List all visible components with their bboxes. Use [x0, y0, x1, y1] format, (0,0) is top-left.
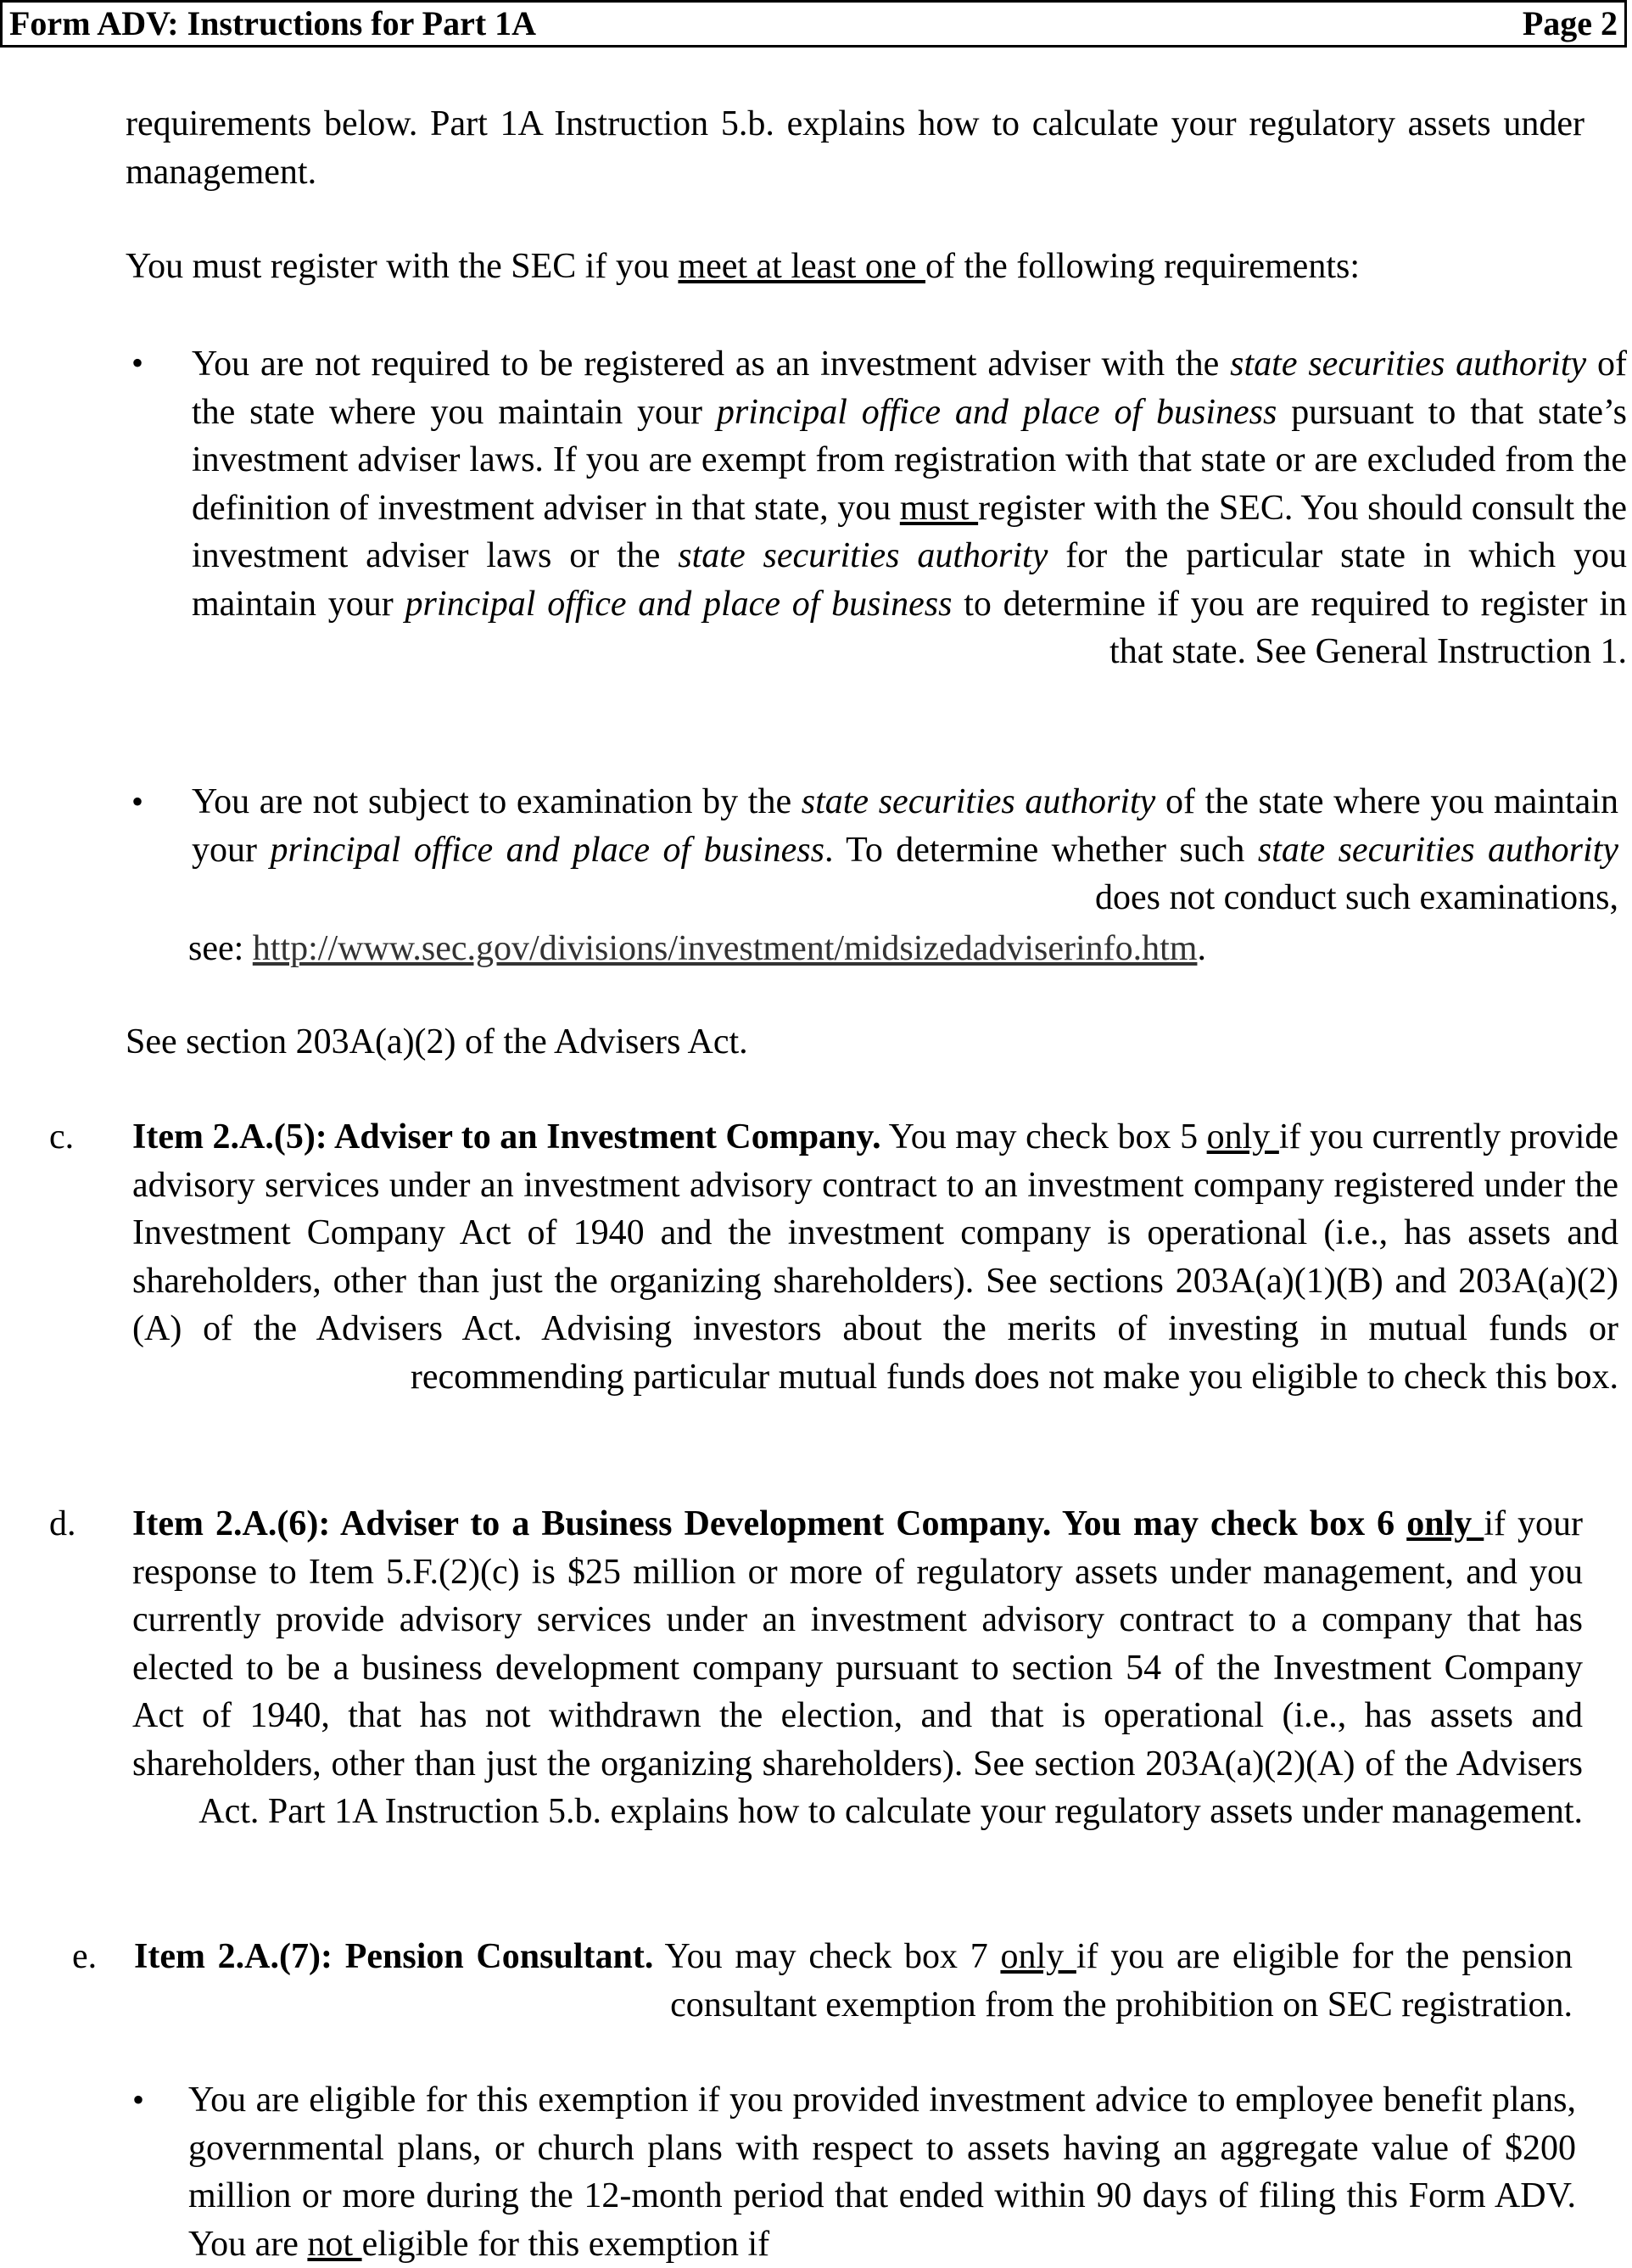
bullet-1-text: [192, 340, 1627, 676]
item-e-part: if you are eligible for the pension consultant exemption from the prohibition on SEC registration.: [670, 1937, 1573, 2024]
bullet-2-part: . To determine whether such: [824, 830, 1258, 870]
bullet-1-part: of the state where you maintain your: [192, 344, 1627, 432]
item-e-underline: only: [1000, 1937, 1076, 1976]
page-number: Page 2: [1522, 4, 1618, 42]
item-e-heading: Item 2.A.(7): Pension Consultant.: [134, 1937, 654, 1976]
item-c-text: [132, 1113, 1618, 1401]
item-d-marker: d.: [49, 1504, 76, 1543]
register-text-end: of the following requirements:: [925, 247, 1361, 286]
item-e-bullet-underline: not: [307, 2224, 362, 2264]
register-text: You must register with the SEC if you: [126, 247, 679, 286]
item-e-bullet-symbol: •: [132, 2080, 145, 2119]
see-section-note: [126, 1018, 1568, 1067]
item-c-underline: only: [1206, 1117, 1279, 1156]
see-label: see:: [188, 929, 253, 968]
item-d-underline: only: [1406, 1504, 1484, 1543]
item-c-heading: Item 2.A.(5): Adviser to an Investment Company.: [132, 1117, 881, 1156]
register-emphasis: meet at least one: [678, 247, 925, 286]
item-e-part: You may check box 7: [653, 1937, 1001, 1976]
item-d-part: if your response to Item 5.F.(2)(c) is $25 million or more of regulatory assets under management, and you currently provide advisory services under an investment advisory contract to a company that has elected to be a business development company pursuant to section 54 of the Investment Company Act of 1940, that has not withdrawn the election, and that is operational (i.e., has assets and shareholders, other than just the organizing shareholders). See section 203A(a)(2)(A) of the Advisers Act. Part 1A Instruction 5.b. explains how to calculate your regulatory assets under management.: [132, 1504, 1584, 1831]
bullet-2-see: [188, 925, 1630, 973]
bullet-2-part: You are not subject to examination by the: [192, 782, 802, 821]
midsized-adviser-link[interactable]: http://www.sec.gov/divisions/investment/midsizedadviserinfo.htm: [252, 929, 1198, 968]
bullet-1-part: You are not required to be registered as an investment adviser with the: [192, 344, 1231, 384]
bullet-2-text: [192, 778, 1618, 922]
bullet-1-italic: state securities authority: [678, 536, 1048, 575]
item-e-bullet-text: [188, 2076, 1576, 2268]
form-title: Form ADV: Instructions for Part 1A: [9, 4, 537, 42]
bullet-1-part: to determine if you are required to register in that state. See General Instruction 1.: [952, 584, 1628, 671]
intro-paragraph: [126, 100, 1584, 196]
intro-text: requirements below. Part 1A Instruction 5.b. explains how to calculate your regulatory assets under management.: [126, 104, 1584, 192]
bullet-2-italic: state securities authority: [1257, 830, 1618, 870]
item-c-marker: c.: [49, 1117, 75, 1156]
bullet-2-italic: state securities authority: [801, 782, 1156, 821]
see-section-text: See section 203A(a)(2) of the Advisers Act.: [126, 1022, 748, 1061]
bullet-1-italic: principal office and place of business: [716, 392, 1277, 432]
item-c-part: if you currently provide advisory services under an investment advisory contract to an investment company registered under the Investment Company Act of 1940 and the investment company is operational (i.e., has assets and shareholders, other than just the organizing shareholders). See sections 203A(a)(1)(B) and 203A(a)(2)(A) of the Advisers Act. Advising investors about the merits of investing in mutual funds or recommending particular mutual funds does not make you eligible to check this box.: [132, 1117, 1619, 1397]
bullet-2-italic: principal office and place of business: [270, 830, 824, 870]
bullet-1-italic: state securities authority: [1230, 344, 1587, 384]
item-d-text: [132, 1500, 1583, 1836]
item-e-text: [134, 1933, 1573, 2029]
item-e-marker: e.: [72, 1937, 98, 1976]
item-c-part: You may check box 5: [880, 1117, 1207, 1156]
bullet-2-part: does not conduct such examinations,: [1094, 878, 1618, 917]
register-requirement: [126, 243, 1618, 291]
bullet-2-part: of the state where you maintain your: [192, 782, 1618, 870]
bullet-1-part: for the particular state in which you maintain your: [192, 536, 1628, 624]
bullet-symbol: •: [131, 782, 144, 820]
item-e-bullet-part: You are eligible for this exemption if you provided investment advice to employee benefit plans, governmental plans, or church plans with respect to assets having an aggregate value of $200 million or more during the 12-month period that ended within 90 days of filing this Form ADV. You are: [188, 2080, 1576, 2264]
bullet-1-part: register with the SEC. You should consult the investment adviser laws or the: [192, 488, 1627, 575]
bullet-symbol: •: [131, 344, 144, 382]
page-header: [0, 0, 1627, 48]
bullet-1-italic: principal office and place of business: [405, 584, 953, 624]
item-d-heading: Item 2.A.(6): Adviser to a Business Development Company. You may check box 6: [132, 1504, 1407, 1543]
bullet-1-part: pursuant to that state’s investment adviser laws. If you are exempt from registration with that state or are excluded from the definition of investment adviser in that state, you: [192, 392, 1627, 528]
bullet-1-underline: must: [899, 488, 979, 528]
item-e-bullet-part: eligible for this exemption if: [361, 2224, 770, 2264]
see-end: .: [1197, 929, 1206, 968]
